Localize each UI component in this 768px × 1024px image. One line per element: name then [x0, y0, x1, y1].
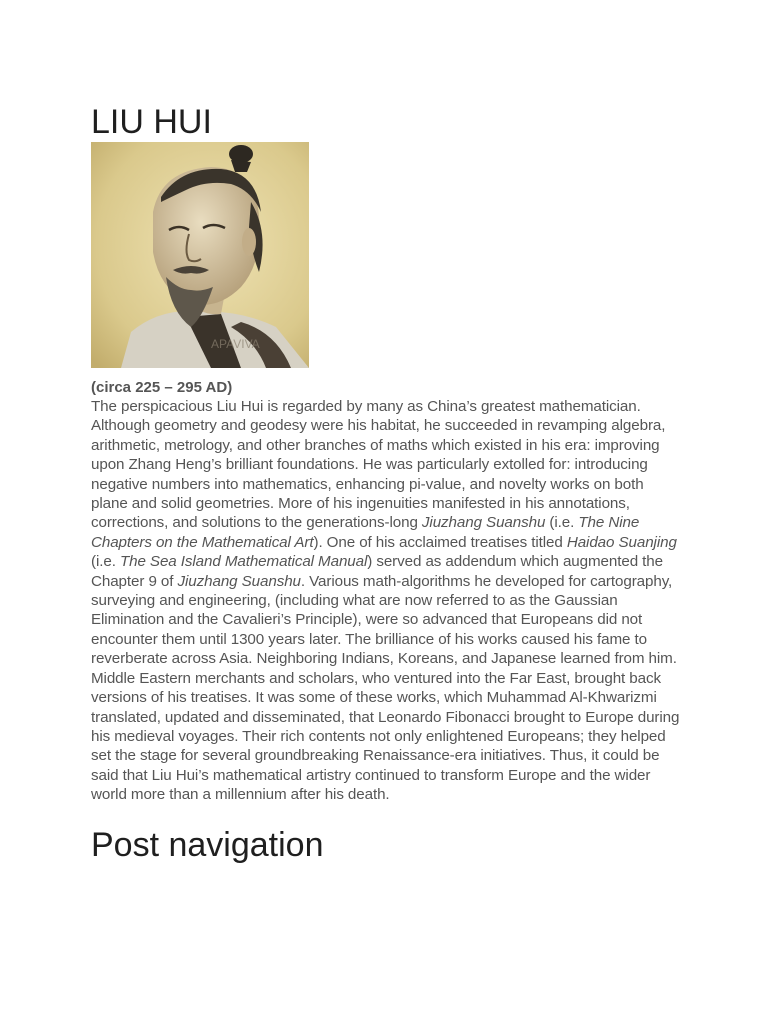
text-run: (i.e. [545, 514, 579, 532]
post-navigation-heading: Post navigation [91, 825, 324, 864]
article [91, 100, 691, 867]
italic-title-run: The Nine Chapters on the Mathematical Art [91, 514, 640, 551]
article-dates: (circa 225 – 295 AD) [91, 379, 233, 396]
text-run: . Various math-algorithms he developed for cartography, surveying and engineering, (including what are now referred to as the Gaussian Elimination and the Cavalieri’s Principle), were so advanced that Europeans did not encounter them until 1300 years later. The brilliance of his works caused his fame to reverberate across Asia. Neighboring Indians, Koreans, and Japanese learned from him. Middle Eastern merchants and scholars, who ventured into the Far East, brought back versions of his treatises. It was some of these works, which Muhammad Al-Khwarizmi translated, updated and disseminated, that Leonardo Fibonacci brought to Europe during his medieval voyages. Their rich contents not only enlightened Europeans; they helped set the stage for several groundbreaking Renaissance-era initiatives. Thus, it could be said that Liu Hui’s mathematical artistry continued to transform Europe and the wider world more than a millennium after his death. [91, 572, 680, 804]
italic-title-run: The Sea Island Mathematical Manual [119, 553, 368, 571]
portrait-image [91, 142, 309, 368]
article-title: LIU HUI [91, 103, 212, 141]
article-body [91, 397, 683, 805]
text-run: ) served as addendum which augmented the Chapter 9 of [91, 553, 663, 590]
text-run: (i.e. [91, 553, 120, 571]
italic-title-run: Haidao Suanjing [566, 533, 677, 551]
italic-title-run: Jiuzhang Suanshu [421, 514, 546, 532]
text-run: ). One of his acclaimed treatises titled [313, 533, 567, 551]
watermark-text: APAVIVA [211, 337, 260, 351]
text-run: The perspicacious Liu Hui is regarded by many as China’s greatest mathematician. Although geometry and geodesy were his habitat, he succeeded in revamping algebra, arithmetic, metrology, and other branches of maths which existed in his era: improving upon Zhang Heng’s brilliant foundations. He was particularly extolled for: introducing negative numbers into mathematics, enhancing pi-value, and novelty works on both plane and solid geometries. More of his ingenuities manifested in his annotations, corrections, and solutions to the generations-long [91, 398, 666, 532]
italic-title-run: Jiuzhang Suanshu [177, 572, 301, 590]
